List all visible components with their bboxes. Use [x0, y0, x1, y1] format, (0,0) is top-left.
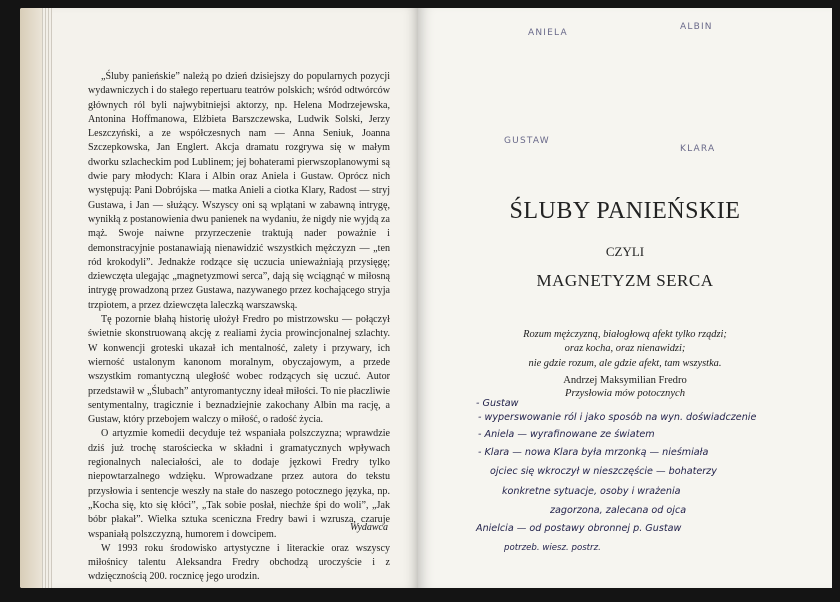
open-book — [20, 8, 832, 588]
handwritten-note: - Aniela — wyrafinowane ze światem — [478, 429, 655, 440]
page-edges — [42, 8, 52, 588]
publisher-signature: Wydawca — [350, 522, 388, 533]
handwritten-name-gustaw: GUSTAW — [504, 136, 550, 146]
handwritten-note: ojciec się wkroczył w nieszczęście — bohaterzy — [490, 466, 717, 477]
preface-paragraph: „Śluby panieńskie” należą po dzień dzisiejszy do popularnych pozycji wydawniczych i do stałego repertuaru teatrów polskich; wśród odtwórców głównych ról byli najwybitniejsi aktorzy, np. Helena Modrzejewska, Antonina Hoffmanowa, Elżbieta Barszczewska, Ludwik Solski, Jerzy Leszczyński, a ze współczesnych nam — Anna Seniuk, Joanna Szczepkowska, Jan Englert. Akcja dramatu rozgrywa się w małym dworku szlacheckim pod Lublinem; jej bohaterami pierwszoplanowymi są dwie pary młodych: Klara i Albin oraz Aniela i Gustaw. Oprócz nich występują: Pani Dobrójska — matka Anieli a ciotka Klary, Radost — stryj Gustawa, i Jan — służący. Wszyscy oni są wplątani w zabawną intrygę, wynikłą z postanowienia dwu panienek na wydaniu, że nigdy nie wyjdą za mąż. Swoje naiwne przyrzeczenie traktują nader poważnie i demonstracyjnie postanawiają nienawidzić wszystkich mężczyzn — „ten ród krokodyli”. Jednakże rodzące się uczucia unieważniają przysięgę; dziewczęta ulegając „magnetyzmowi serca”, dają się wciągnąć w miłosną intrygę prowadzoną przez Gustawa, nazywanego przez kochającego stryja trzpiotem, a przez dziewczęta laleczką warszawską. — [88, 71, 390, 311]
epigraph-work: Przysłowia mów potocznych — [564, 388, 686, 399]
right-page — [418, 8, 832, 588]
preface-paragraph: Tę pozornie błahą historię ułożył Fredro po mistrzowsku — połączył świetnie skonstruowaną akcję z realiami życia prowincjonalnej szlachty. W konwencji groteski ukazał ich mentalność, zalety i przywary, ich wierność ustalonym kanonom moralnym, obyczajowym, a przede wszystkim romantyczną uległość wobec rodzących się uczuć. Autor przedstawił w „Ślubach” antyromantyczny ideał miłości. To nie płaczliwie sentymentalny, tragicznie i beznadziejnie zakochany Albin ma rację, a Gustaw, który przebojem walczy o miłość, o radość życia. — [88, 314, 390, 426]
book-title: ŚLUBY PANIEŃSKIE — [509, 198, 741, 224]
book-subtitle: MAGNETYZM SERCA — [536, 271, 714, 290]
epigraph-source — [418, 374, 832, 400]
epigraph-line: Rozum mężczyzną, białogłową afekt tylko rządzi; — [523, 329, 727, 340]
page-stain — [20, 8, 44, 588]
handwritten-name-albin: ALBIN — [680, 22, 713, 32]
epigraph — [418, 328, 832, 371]
title-conjunction: CZYLI — [605, 244, 645, 259]
handwritten-name-klara: KLARA — [680, 144, 716, 154]
handwritten-note: Anielcia — od postawy obronnej p. Gustaw — [476, 523, 682, 534]
handwritten-note: potrzeb. wiesz. postrz. — [504, 543, 601, 553]
handwritten-note: - Gustaw — [476, 398, 519, 409]
handwritten-name-aniela: ANIELA — [528, 28, 568, 38]
preface-text — [88, 70, 390, 585]
handwritten-note: - wyperswowanie ról i jako sposób na wyn. doświadczenie — [478, 412, 757, 423]
epigraph-author: Andrzej Maksymilian Fredro — [563, 375, 687, 386]
preface-paragraph: W 1993 roku środowisko artystyczne i literackie oraz wszyscy miłośnicy talentu Aleksandra Fredry obchodzą uroczyście i z wdzięcznością 200. rocznicę jego urodzin. — [88, 542, 390, 583]
epigraph-line: oraz kocha, oraz nienawidzi; — [564, 343, 686, 355]
handwritten-note: - Klara — nowa Klara była mrzonką — nieśmiała — [478, 447, 709, 458]
handwritten-note: zagorzona, zalecana od ojca — [550, 505, 687, 516]
epigraph-line: nie gdzie rozum, ale gdzie afekt, tam wszystka. — [528, 357, 722, 369]
preface-paragraph: O artyzmie komedii decyduje też wspaniała polszczyzna; wprawdzie dziś już trochę starościecka w składni i gramatycznych wpływach regionalnych naleciałości, ale to dodaje jęzkowi Fredry tylko niepowtarzalnego wdzięku. Wprowadzane przez autora do tekstu przysłowia i sentencje weszły na stałe do naszego potocznego języka, np. „Kocha się, kto się kłóci”, „Tak sobie posłał, niechże śpi do woli”, „Jak bóbr płakał”. Wielka sztuka sceniczna Fredry bawi i wzrusza, czaruje wspaniałą polszczyzną, humorem i dowcipem. — [88, 428, 390, 540]
left-page — [20, 8, 420, 588]
handwritten-note: konkretne sytuacje, osoby i wrażenia — [502, 486, 681, 497]
